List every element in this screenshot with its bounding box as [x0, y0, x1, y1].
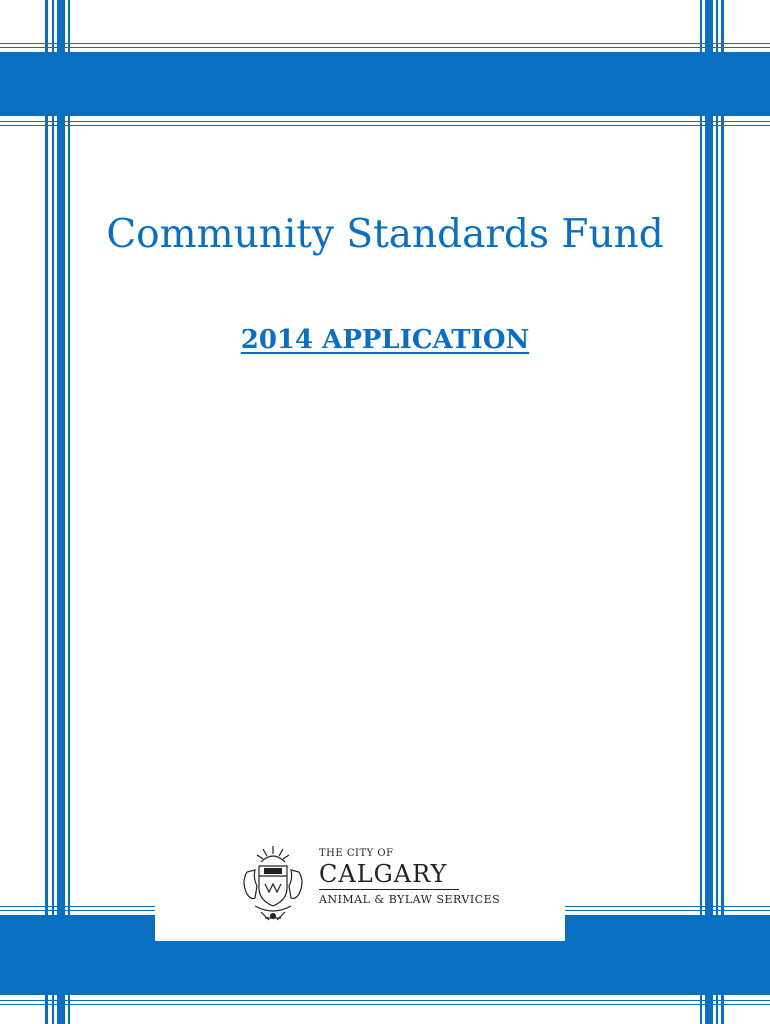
bottom-rule: [0, 1000, 770, 1001]
top-blue-band: [0, 52, 770, 116]
left-stripe: [57, 0, 65, 1024]
top-rule: [0, 125, 770, 126]
right-stripe: [705, 0, 713, 1024]
document-title: Community Standards Fund: [106, 212, 664, 257]
top-rule: [0, 47, 770, 48]
top-rule: [0, 121, 770, 122]
logo-divider: [319, 889, 459, 890]
bottom-rule: [0, 1004, 770, 1005]
left-stripe: [68, 0, 70, 1024]
logo-line-department: ANIMAL & BYLAW SERVICES: [319, 893, 501, 906]
logo-line-calgary: CALGARY: [319, 860, 448, 888]
left-stripe: [45, 0, 48, 1024]
right-stripe: [721, 0, 724, 1024]
document-subtitle: 2014 APPLICATION: [240, 325, 530, 355]
logo-line-city-of: THE CITY OF: [319, 848, 394, 859]
top-rule: [0, 43, 770, 44]
city-logo: [235, 842, 515, 924]
city-crest-icon: [235, 842, 311, 924]
left-stripe: [52, 0, 54, 1024]
right-stripe: [700, 0, 702, 1024]
right-stripe: [716, 0, 718, 1024]
